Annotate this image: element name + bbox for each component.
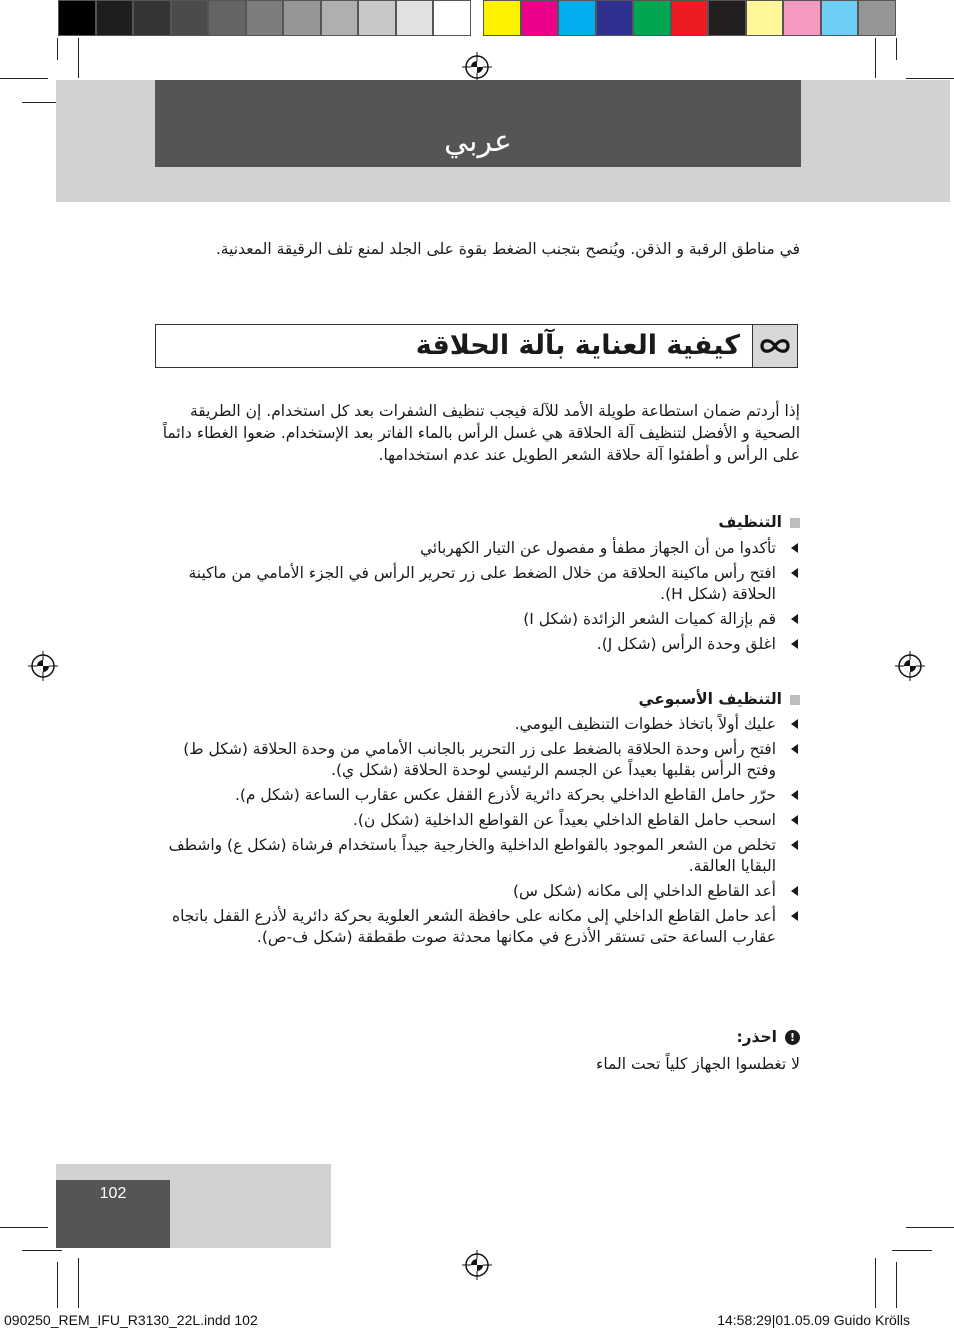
bullet-arrow-icon [791,614,798,624]
bullet-arrow-icon [791,543,798,553]
bullet-arrow-icon [791,815,798,825]
step-text: افتح رأس ماكينة الحلاقة من خلال الضغط على زر تحرير الرأس في الجزء الأمامي من ماكينة الحلاقة (شكل H). [188,564,776,603]
color-swatch [821,0,859,36]
page-number-box [56,1180,170,1248]
step-item [155,538,800,559]
registration-mark-icon [28,651,58,681]
section-title: كيفية العناية بآلة الحلاقة [415,330,740,361]
registration-mark-icon [895,651,925,681]
color-swatch [96,0,134,36]
care-paragraph: إذا أردتم ضمان استطاعة طويلة الأمد للآلة فيجب تنظيف الشفرات بعد كل استخدام. إن الطريقة الصحية و الأفضل لتنظيف آلة الحلاقة هي غسل الرأس بالماء الفاتر بعد الإستخدام. ضعوا الغطاء دائماً على الرأس و أطفئوا آلة حلاقة الشعر الطويل عند عدم استخدامها. [162,402,800,464]
slug-right: 14:58:29|01.05.09 Guido Krölls [717,1312,910,1328]
crop-mark [0,78,48,79]
gray-color-bar [58,0,471,38]
step-item [155,739,800,781]
section-header [155,324,798,368]
bullet-arrow-icon [791,911,798,921]
crop-mark [0,1227,48,1228]
weekly-steps [155,714,800,952]
step-item [155,810,800,831]
crop-mark [875,38,876,78]
crop-mark [896,1262,897,1308]
bullet-square-icon [790,518,800,528]
bullet-arrow-icon [791,790,798,800]
warning-heading [155,1028,800,1046]
crop-mark [906,78,954,79]
color-swatch [783,0,821,36]
bullet-arrow-icon [791,639,798,649]
step-text: تخلص من الشعر الموجود بالقواطع الداخلية والخارجية جيداً باستخدام فرشاة (شكل ع) واشطف البقايا العالقة. [168,836,776,875]
color-swatch [633,0,671,36]
crop-mark [875,1258,876,1308]
crop-mark [78,1258,79,1308]
page-number: 102 [99,1185,127,1202]
color-swatch [133,0,171,36]
registration-mark-icon [462,52,492,82]
color-swatch [433,0,471,36]
step-item [155,609,800,630]
weekly-heading [155,690,800,708]
step-item [155,881,800,902]
color-swatch [171,0,209,36]
color-swatch [321,0,359,36]
header-box [155,80,801,167]
step-item [155,714,800,735]
color-swatch [746,0,784,36]
process-color-bar [483,0,896,38]
warning-title: احذر: [736,1028,777,1046]
step-text: افتح رأس وحدة الحلاقة بالضغط على زر التحرير بالجانب الأمامي من وحدة الحلاقة (شكل ط) وفتح الرأس بقلبها بعيداً عن الجسم الرئيسي لوحدة الحلاقة (شكل ي). [183,740,776,779]
step-text: عليك أولاً باتخاذ خطوات التنظيف اليومي. [514,715,776,733]
color-swatch [358,0,396,36]
bullet-arrow-icon [791,719,798,729]
color-swatch [246,0,284,36]
cleaning-title: التنظيف [718,513,782,531]
step-item [155,634,800,655]
crop-mark [57,1262,58,1308]
bullet-square-icon [790,695,800,705]
cleaning-steps [155,538,800,659]
step-item [155,906,800,948]
color-swatch [596,0,634,36]
step-text: حرّر حامل القاطع الداخلي بحركة دائرية لأذرع القفل عكس عقارب الساعة (شكل م). [234,786,776,804]
infinity-icon [752,325,797,367]
color-swatch [396,0,434,36]
bullet-arrow-icon [791,568,798,578]
registration-mark-icon [462,1250,492,1280]
cleaning-heading [155,513,800,531]
warning-text: لا تغطسوا الجهاز كلياً تحت الماء [596,1055,800,1073]
color-swatch [483,0,521,36]
crop-mark [78,38,79,78]
step-text: اغلق وحدة الرأس (شكل J). [596,635,776,653]
step-text: تأكدوا من أن الجهاز مطفأ و مفصول عن التيار الكهربائي [420,539,776,557]
bullet-arrow-icon [791,840,798,850]
color-swatch [708,0,746,36]
bullet-arrow-icon [791,744,798,754]
color-swatch [521,0,559,36]
crop-mark [22,1250,62,1251]
color-swatch [208,0,246,36]
step-item [155,835,800,877]
color-swatch [671,0,709,36]
step-item [155,785,800,806]
intro-text: في مناطق الرقبة و الذقن. ويُنصح بتجنب الضغط بقوة على الجلد لمنع تلف الرقيقة المعدنية. [215,240,800,258]
color-swatch [858,0,896,36]
warning-icon: ! [785,1030,800,1045]
crop-mark [892,1250,932,1251]
crop-mark [896,38,897,60]
color-swatch [283,0,321,36]
step-item [155,563,800,605]
bullet-arrow-icon [791,886,798,896]
language-title: عربي [444,124,512,159]
step-text: قم بإزالة كميات الشعر الزائدة (شكل I) [523,610,776,628]
slug-left: 090250_REM_IFU_R3130_22L.indd 102 [4,1312,258,1328]
crop-mark [57,38,58,60]
weekly-title: التنظيف الأسبوعي [638,690,782,708]
step-text: أعد حامل القاطع الداخلي إلى مكانه على حافظة الشعر العلوية بحركة دائرية لأذرع القفل باتجاه عقارب الساعة حتى تستقر الأذرع في مكانها محدثة صوت طقطقة (شكل ف-ص). [171,907,776,946]
crop-mark [906,1227,954,1228]
color-swatch [58,0,96,36]
step-text: أعد القاطع الداخلي إلى مكانه (شكل س) [513,882,776,900]
step-text: اسحب حامل القاطع الداخلي بعيداً عن القواطع الداخلية (شكل ن). [352,811,776,829]
color-swatch [558,0,596,36]
